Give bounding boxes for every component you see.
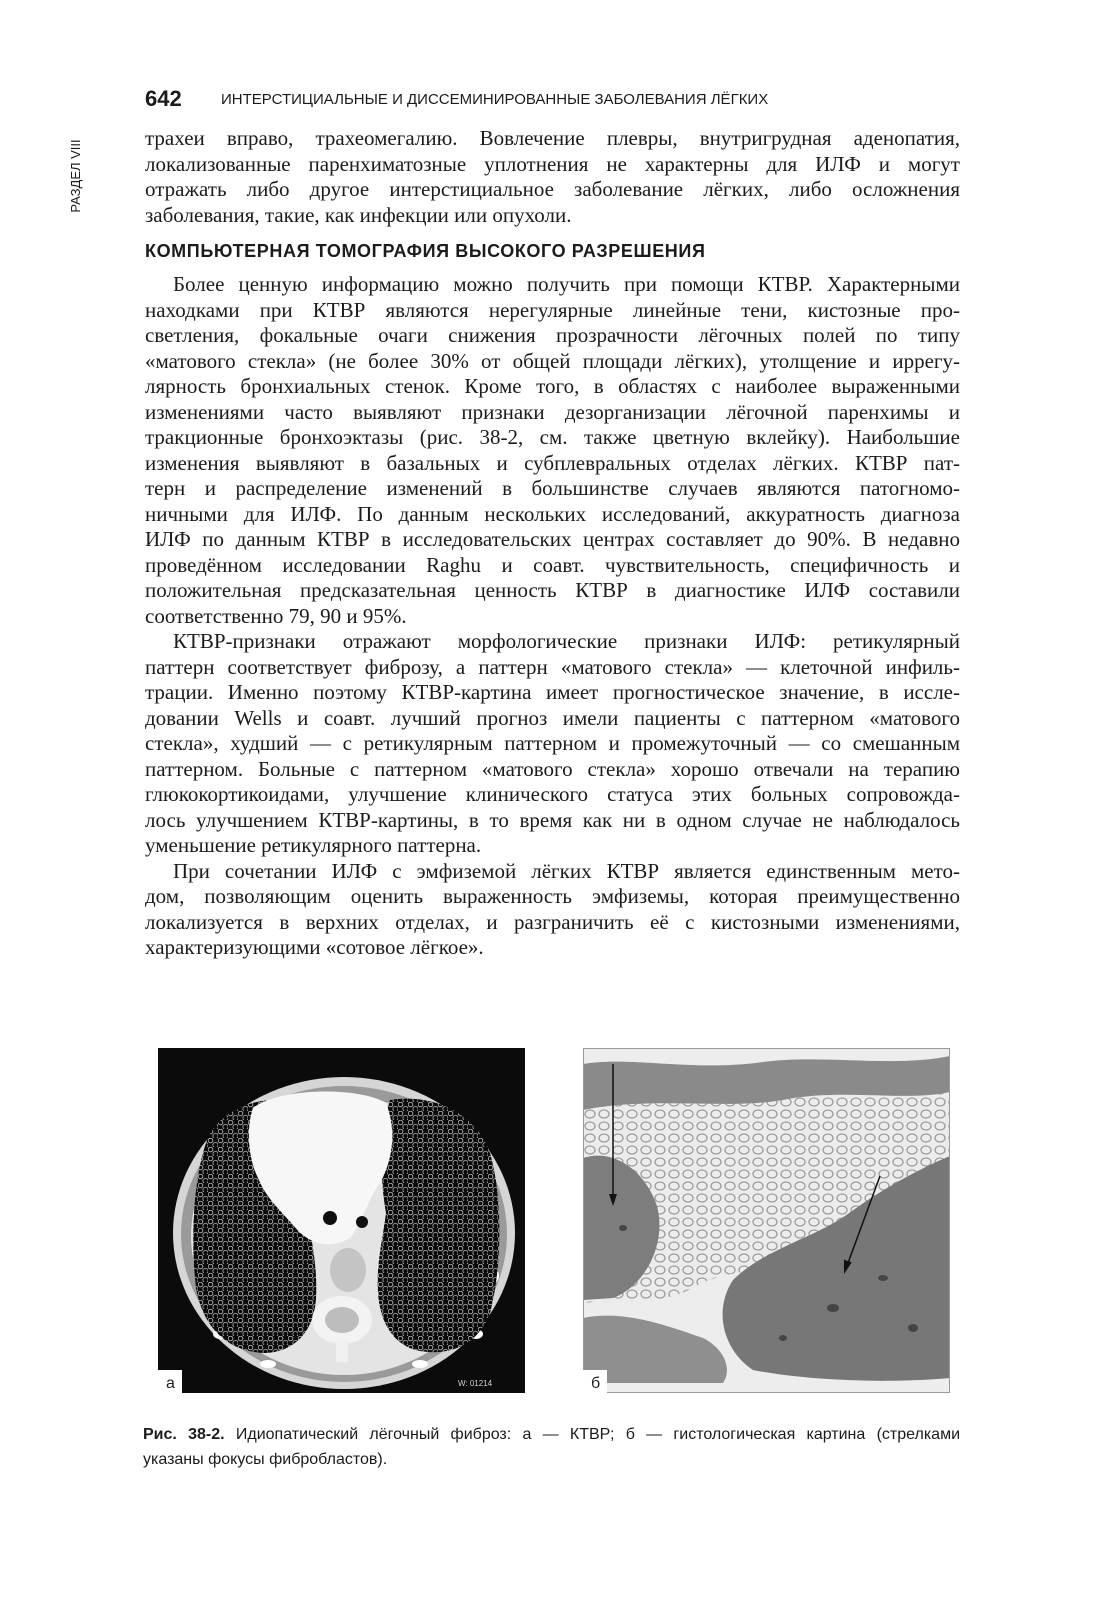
text-line: тракционные бронхоэктазы (рис. 38-2, см. также цветную вклейку). Наибольшие [145,425,960,449]
text-line: соответственно 79, 90 и 95%. [145,603,407,628]
figure-panel-b [583,1048,950,1393]
text-line: паттерн соответствует фиброзу, а паттерн «матового стекла» — клеточной инфиль- [145,654,960,679]
text-line: лось улучшением КТВР-картины, в то время как ни в одном случае не наблюдалось [145,807,960,832]
text-line: изменениями часто выявляют признаки дезорганизации лёгочной паренхимы и [145,399,960,424]
running-title: ИНТЕРСТИЦИАЛЬНЫЕ И ДИССЕМИНИРОВАННЫЕ ЗАБОЛЕВАНИЯ ЛЁГКИХ [221,91,769,108]
text-line: трации. Именно поэтому КТВР-картина имеет прогностическое значение, в иссле- [145,680,960,704]
histology-image [583,1048,950,1393]
caption-line [143,1422,960,1447]
text-line: глюкокортикоидами, улучшение клинического статуса этих больных сопровожда- [145,782,960,806]
paragraph-3 [145,859,960,961]
text-line: терн и распределение изменений в большинстве случаев являются патогномо- [145,476,960,500]
text-line: Более ценную информацию можно получить при помощи КТВР. Характерными [173,272,960,296]
right-lung [378,1099,500,1353]
text-line: находками при КТВР являются нерегулярные линейные тени, кистозные про- [145,297,960,322]
text-line: При сочетании ИЛФ с эмфиземой лёгких КТВР является единственным мето- [173,858,960,883]
text-line: КТВР-признаки отражают морфологические признаки ИЛФ: ретикулярный [173,629,960,653]
text-line: уменьшение ретикулярного паттерна. [145,833,482,857]
text-line: «матового стекла» (не более 30% от общей площади лёгких), утолщение и иррегу- [145,348,960,373]
panel-label-a: а [166,1375,175,1392]
section-tab: РАЗДЕЛ VIII [68,139,83,213]
text-line: отражать либо другое интерстициальное заболевание лёгких, либо осложнения [145,177,960,201]
text-line: ничными для ИЛФ. По данным нескольких исследований, аккуратность диагноза [145,501,960,526]
text-line: трахеи вправо, трахеомегалию. Вовлечение плевры, внутригрудная аденопатия, [145,126,960,150]
text-line: ИЛФ по данным КТВР в исследовательских центрах составляет до 90%. В недавно [145,527,960,551]
text-line: лярность бронхиальных стенок. Кроме того, в областях с наиболее выраженными [145,374,960,398]
paragraph-2 [145,629,960,859]
caption-text: Идиопатический лёгочный фиброз: а — КТВР; б — гистологическая картина (стрелками [235,1426,961,1443]
section-heading: КОМПЬЮТЕРНАЯ ТОМОГРАФИЯ ВЫСОКОГО РАЗРЕШЕНИЯ [145,241,706,261]
main-text [145,272,960,961]
page-number: 642 [145,86,182,111]
text-line: довании Wells и соавт. лучший прогноз имели пациенты с паттерном «матового [145,705,960,730]
caption-line: указаны фокусы фибробластов). [143,1451,388,1468]
text-line: стекла», худший — с ретикулярным паттерном и промежуточный — со смешанным [145,731,960,755]
text-line: локализованные паренхиматозные уплотнения не характерны для ИЛФ и могут [145,151,960,176]
text-line: светления, фокальные очаги снижения прозрачности лёгочных полей по типу [145,323,960,347]
text-line: заболевания, такие, как инфекции или опухоли. [145,202,572,227]
figure-panel-a [158,1048,525,1393]
text-line: изменения выявляют в базальных и субплевральных отделах лёгких. КТВР пат- [145,450,960,475]
text-line: положительная предсказательная ценность КТВР в диагностике ИЛФ составили [145,578,960,602]
scan-overlay-text: W: 01214 [458,1379,493,1388]
paragraph-1 [145,272,960,629]
text-line: характеризующими «сотовое лёгкое». [145,935,484,959]
figure-caption [143,1422,960,1472]
text-line: локализуется в верхних отделах, и разграничить её с кистозными изменениями, [145,909,960,934]
text-line: проведённом исследовании Raghu и соавт. чувствительность, специфичность и [145,552,960,577]
ct-scan-image [158,1048,525,1393]
text-line: дом, позволяющим оценить выраженность эмфиземы, которая преимущественно [145,884,960,908]
intro-paragraph [145,126,960,228]
aorta [330,1248,366,1292]
figure-number: Рис. 38-2. [143,1426,225,1443]
panel-label-b: б [591,1375,601,1392]
text-line: паттерном. Больные с паттерном «матового стекла» хорошо отвечали на терапию [145,756,960,781]
